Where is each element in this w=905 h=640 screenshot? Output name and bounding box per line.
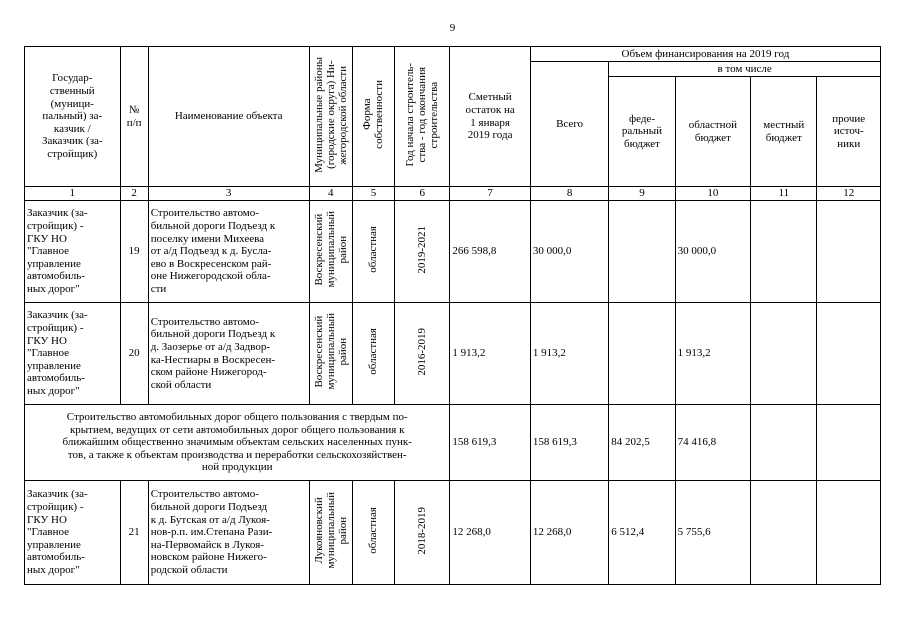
other-cell — [817, 201, 881, 303]
header-object-name: Наименование объекта — [148, 47, 309, 187]
header-ownership: Форма собственности — [352, 47, 394, 187]
column-numbers-row — [25, 187, 881, 201]
header-other: прочие источ- ники — [817, 77, 881, 187]
col-number: 4 — [309, 187, 352, 201]
header-federal: феде- ральный бюджет — [609, 77, 675, 187]
regional-cell: 1 913,2 — [675, 303, 750, 405]
local-cell — [751, 201, 817, 303]
financing-table — [24, 46, 881, 585]
col-number: 2 — [120, 187, 148, 201]
header-row-1 — [25, 47, 881, 62]
section-federal: 84 202,5 — [609, 405, 675, 481]
table-row — [25, 201, 881, 303]
header-district: Муниципальные районы (городские округа) Ни- жегородской области — [309, 47, 352, 187]
local-cell — [751, 481, 817, 585]
federal-cell: 6 512,4 — [609, 481, 675, 585]
years-cell: 2018-2019 — [395, 481, 450, 585]
col-number: 10 — [675, 187, 750, 201]
other-cell — [817, 303, 881, 405]
col-number: 1 — [25, 187, 121, 201]
total-cell: 1 913,2 — [530, 303, 608, 405]
years-cell: 2019-2021 — [395, 201, 450, 303]
col-number: 9 — [609, 187, 675, 201]
header-total: Всего — [530, 62, 608, 187]
customer-cell: Заказчик (за- стройщик) - ГКУ НО "Главное управление автомобиль- ных дорог" — [25, 481, 121, 585]
estimate-cell: 1 913,2 — [450, 303, 530, 405]
object-name-cell: Строительство автомо- бильной дороги Подъезд к поселку имени Михеева от а/д Подъезд к д. Бусла- ево в Воскресенском рай- оне Нижегородской обла- сти — [148, 201, 309, 303]
header-number: № п/п — [120, 47, 148, 187]
section-title: Строительство автомобильных дорог общего пользования с твердым по- крытием, ведущих от сети автомобильных дорог общего пользования к ближайшим общественно значимым объектам сельских населенных пунк- тов, а также к объектам производства и переработки сельскохозяйствен- ной продукции — [25, 405, 450, 481]
header-years: Год начала строитель- ства - год окончания строительства — [395, 47, 450, 187]
customer-cell: Заказчик (за- стройщик) - ГКУ НО "Главное управление автомобиль- ных дорог" — [25, 201, 121, 303]
total-cell: 12 268,0 — [530, 481, 608, 585]
section-total: 158 619,3 — [530, 405, 608, 481]
object-name-cell: Строительство автомо- бильной дороги Подъезд к д. Бутская от а/д Лукоя- нов-р.п. им.Степана Рази- на-Первомайск в Лукоя- новском районе Нижего- родской области — [148, 481, 309, 585]
federal-cell — [609, 201, 675, 303]
regional-cell: 30 000,0 — [675, 201, 750, 303]
header-regional: областной бюджет — [675, 77, 750, 187]
total-cell: 30 000,0 — [530, 201, 608, 303]
header-local: местный бюджет — [751, 77, 817, 187]
district-cell: Воскресенский муниципальный район — [309, 201, 352, 303]
section-other — [817, 405, 881, 481]
col-number: 11 — [751, 187, 817, 201]
local-cell — [751, 303, 817, 405]
header-funding-title: Объем финансирования на 2019 год — [530, 47, 880, 62]
header-estimate: Сметный остаток на 1 января 2019 года — [450, 47, 530, 187]
header-including: в том числе — [609, 62, 881, 77]
regional-cell: 5 755,6 — [675, 481, 750, 585]
col-number: 8 — [530, 187, 608, 201]
ownership-cell: областная — [352, 481, 394, 585]
section-local — [751, 405, 817, 481]
table-row — [25, 303, 881, 405]
ownership-cell: областная — [352, 201, 394, 303]
col-number: 5 — [352, 187, 394, 201]
section-estimate: 158 619,3 — [450, 405, 530, 481]
section-regional: 74 416,8 — [675, 405, 750, 481]
other-cell — [817, 481, 881, 585]
district-cell: Воскресенский муниципальный район — [309, 303, 352, 405]
table-row — [25, 481, 881, 585]
col-number: 6 — [395, 187, 450, 201]
row-number-cell: 19 — [120, 201, 148, 303]
col-number: 7 — [450, 187, 530, 201]
section-row — [25, 405, 881, 481]
federal-cell — [609, 303, 675, 405]
page-number: 9 — [449, 22, 456, 34]
estimate-cell: 266 598,8 — [450, 201, 530, 303]
customer-cell: Заказчик (за- стройщик) - ГКУ НО "Главное управление автомобиль- ных дорог" — [25, 303, 121, 405]
district-cell: Лукояновский муниципальный район — [309, 481, 352, 585]
col-number: 12 — [817, 187, 881, 201]
estimate-cell: 12 268,0 — [450, 481, 530, 585]
col-number: 3 — [148, 187, 309, 201]
row-number-cell: 20 — [120, 303, 148, 405]
object-name-cell: Строительство автомо- бильной дороги Подъезд к д. Заозерье от а/д Задвор- ка-Нестиары в Воскресен- ском районе Нижегород- ской области — [148, 303, 309, 405]
ownership-cell: областная — [352, 303, 394, 405]
row-number-cell: 21 — [120, 481, 148, 585]
header-customer: Государ- ственный (муници- пальный) за- казчик / Заказчик (за- стройщик) — [25, 47, 121, 187]
years-cell: 2016-2019 — [395, 303, 450, 405]
